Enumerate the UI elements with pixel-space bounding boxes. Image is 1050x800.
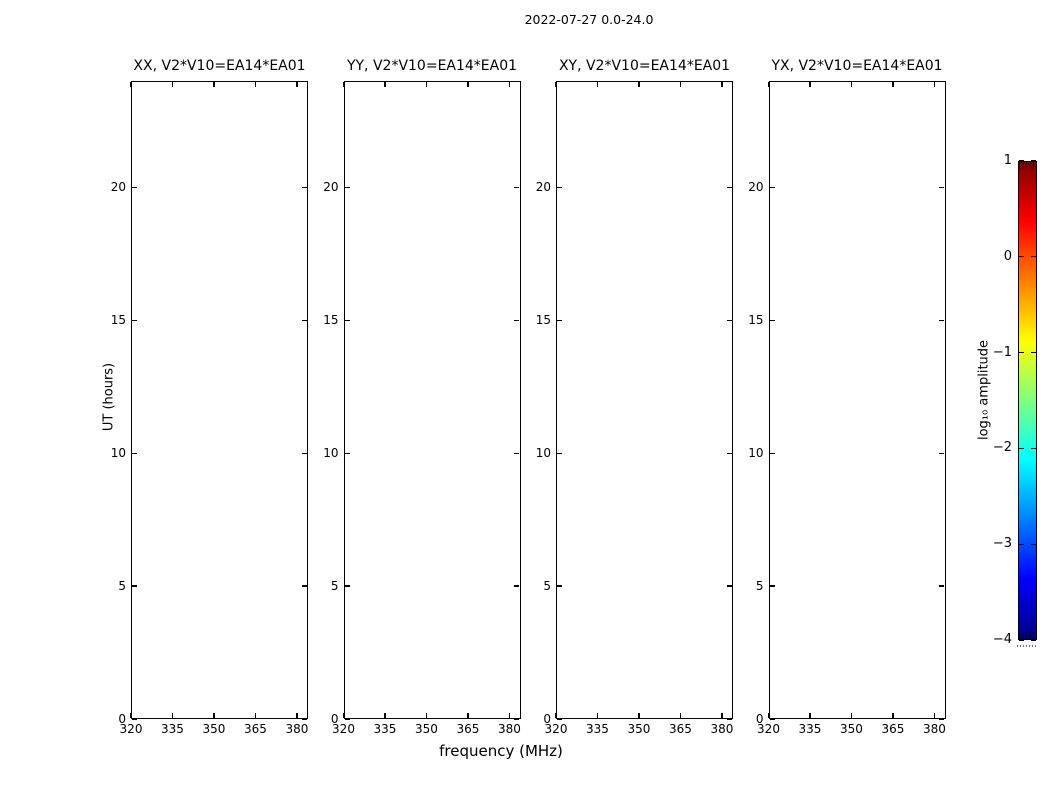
- colorbar-tick: [1019, 448, 1024, 449]
- x-tick: [721, 82, 722, 87]
- y-tick-label: 5: [330, 579, 339, 594]
- x-tick-label: 350: [627, 722, 651, 736]
- y-tick: [770, 453, 775, 454]
- x-tick: [680, 713, 681, 718]
- colorbar-tick: [1031, 448, 1036, 449]
- y-tick: [132, 585, 137, 586]
- panel-yx: [769, 81, 946, 719]
- x-tick: [851, 82, 852, 87]
- x-tick-label: 335: [161, 722, 184, 736]
- x-tick-label: 320: [119, 722, 143, 736]
- x-tick-label: 365: [456, 722, 480, 736]
- colorbar-tick: [1019, 639, 1024, 640]
- colorbar-tick-label: −1: [992, 344, 1012, 360]
- y-tick-label: 20: [323, 180, 339, 195]
- y-tick: [557, 320, 562, 321]
- x-tick: [343, 713, 344, 718]
- y-tick: [557, 187, 562, 188]
- x-tick: [768, 82, 769, 87]
- y-tick: [770, 718, 775, 719]
- x-tick: [172, 713, 173, 718]
- x-tick-label: 350: [840, 722, 863, 736]
- y-tick-label: 10: [748, 446, 764, 461]
- y-tick: [132, 187, 137, 188]
- colorbar-tick: [1031, 352, 1036, 353]
- x-tick-label: 380: [497, 722, 521, 736]
- x-tick: [213, 82, 214, 87]
- y-tick-label: 0: [755, 712, 764, 726]
- y-tick: [939, 453, 944, 454]
- x-tick-label: 380: [922, 722, 946, 736]
- y-axis-label: UT (hours): [101, 362, 117, 432]
- colorbar-tick-label: −3: [992, 536, 1012, 552]
- x-tick-label: 335: [586, 722, 609, 736]
- x-tick-label: 350: [415, 722, 438, 736]
- colorbar-tick-label: 1: [1003, 153, 1012, 168]
- x-tick: [255, 713, 256, 718]
- y-tick-label: 5: [118, 579, 126, 594]
- colorbar-tick-label: −4: [992, 632, 1012, 647]
- y-tick: [345, 585, 350, 586]
- x-tick: [509, 713, 510, 718]
- x-tick-label: 320: [544, 722, 568, 736]
- panel-xx: [131, 81, 308, 719]
- x-tick: [721, 713, 722, 718]
- x-tick: [555, 82, 556, 87]
- y-tick-label: 0: [118, 712, 126, 726]
- y-tick: [770, 585, 775, 586]
- x-tick: [384, 713, 385, 718]
- x-tick-label: 380: [710, 722, 734, 736]
- colorbar: [1018, 161, 1037, 640]
- y-tick-label: 15: [748, 313, 764, 328]
- x-tick: [172, 82, 173, 87]
- y-tick-label: 0: [543, 712, 551, 726]
- y-tick: [557, 718, 562, 719]
- figure-title: 2022-07-27 0.0-24.0: [524, 12, 654, 27]
- x-tick-label: 320: [332, 722, 355, 736]
- colorbar-tick: [1031, 544, 1036, 545]
- colorbar-tick: [1019, 160, 1024, 161]
- x-tick: [934, 713, 935, 718]
- x-tick: [851, 713, 852, 718]
- x-tick: [467, 82, 468, 87]
- y-tick: [345, 453, 350, 454]
- x-axis-label: frequency (MHz): [439, 742, 563, 760]
- x-tick: [934, 82, 935, 87]
- y-tick: [132, 320, 137, 321]
- x-tick: [213, 713, 214, 718]
- x-tick: [296, 713, 297, 718]
- y-tick-label: 10: [323, 446, 339, 461]
- x-tick-label: 350: [202, 722, 226, 736]
- x-tick: [467, 713, 468, 718]
- colorbar-under-hatch: [1019, 632, 1036, 639]
- panel-xy: [556, 81, 733, 719]
- panel-yy: [344, 81, 521, 719]
- colorbar-tick: [1019, 544, 1024, 545]
- colorbar-label: log₁₀ amplitude: [976, 339, 992, 441]
- colorbar-tick: [1031, 160, 1036, 161]
- x-tick: [638, 713, 639, 718]
- y-tick-label: 0: [330, 712, 339, 726]
- x-tick-label: 380: [285, 722, 309, 736]
- x-tick: [130, 713, 131, 718]
- x-tick: [892, 82, 893, 87]
- x-tick-label: 365: [244, 722, 267, 736]
- colorbar-edge-dots: [1017, 645, 1038, 647]
- colorbar-tick-label: −2: [992, 440, 1012, 456]
- panel-title-yx: YX, V2*V10=EA14*EA01: [771, 58, 943, 74]
- x-tick-label: 335: [373, 722, 397, 736]
- x-tick-label: 365: [669, 722, 692, 736]
- y-tick-label: 20: [110, 180, 126, 195]
- y-tick: [345, 320, 350, 321]
- x-tick: [555, 713, 556, 718]
- colorbar-tick: [1031, 256, 1036, 257]
- x-tick: [680, 82, 681, 87]
- panel-title-yy: YY, V2*V10=EA14*EA01: [346, 58, 518, 74]
- x-tick: [892, 713, 893, 718]
- x-tick: [509, 82, 510, 87]
- x-tick: [130, 82, 131, 87]
- x-tick: [768, 713, 769, 718]
- x-tick: [343, 82, 344, 87]
- y-tick: [939, 718, 944, 719]
- x-tick: [638, 82, 639, 87]
- x-tick-label: 320: [757, 722, 780, 736]
- y-tick-label: 5: [755, 579, 764, 594]
- y-tick: [939, 320, 944, 321]
- colorbar-tick: [1031, 639, 1036, 640]
- x-tick: [809, 713, 810, 718]
- y-tick: [770, 320, 775, 321]
- x-tick: [809, 82, 810, 87]
- colorbar-tick-label: 0: [1003, 248, 1012, 264]
- x-tick: [597, 713, 598, 718]
- colorbar-tick: [1019, 352, 1024, 353]
- y-tick-label: 15: [110, 313, 126, 328]
- x-tick: [426, 713, 427, 718]
- colorbar-over-hatch: [1019, 162, 1036, 169]
- x-tick: [255, 82, 256, 87]
- y-tick-label: 20: [748, 180, 764, 195]
- y-tick: [939, 585, 944, 586]
- y-tick: [557, 453, 562, 454]
- x-tick: [597, 82, 598, 87]
- y-tick: [132, 718, 137, 719]
- x-tick: [426, 82, 427, 87]
- y-tick: [770, 187, 775, 188]
- y-tick-label: 10: [110, 446, 126, 461]
- panel-title-xx: XX, V2*V10=EA14*EA01: [133, 58, 306, 74]
- y-tick-label: 15: [535, 313, 551, 328]
- y-tick-label: 15: [323, 313, 339, 328]
- panel-title-xy: XY, V2*V10=EA14*EA01: [558, 58, 731, 74]
- colorbar-tick: [1019, 256, 1024, 257]
- x-tick: [384, 82, 385, 87]
- x-tick-label: 365: [881, 722, 905, 736]
- x-tick-label: 335: [798, 722, 822, 736]
- y-tick-label: 20: [535, 180, 551, 195]
- y-tick-label: 10: [535, 446, 551, 461]
- y-tick: [557, 585, 562, 586]
- y-tick: [345, 718, 350, 719]
- y-tick: [345, 187, 350, 188]
- y-tick: [939, 187, 944, 188]
- y-tick-label: 5: [543, 579, 551, 594]
- x-tick: [296, 82, 297, 87]
- y-tick: [132, 453, 137, 454]
